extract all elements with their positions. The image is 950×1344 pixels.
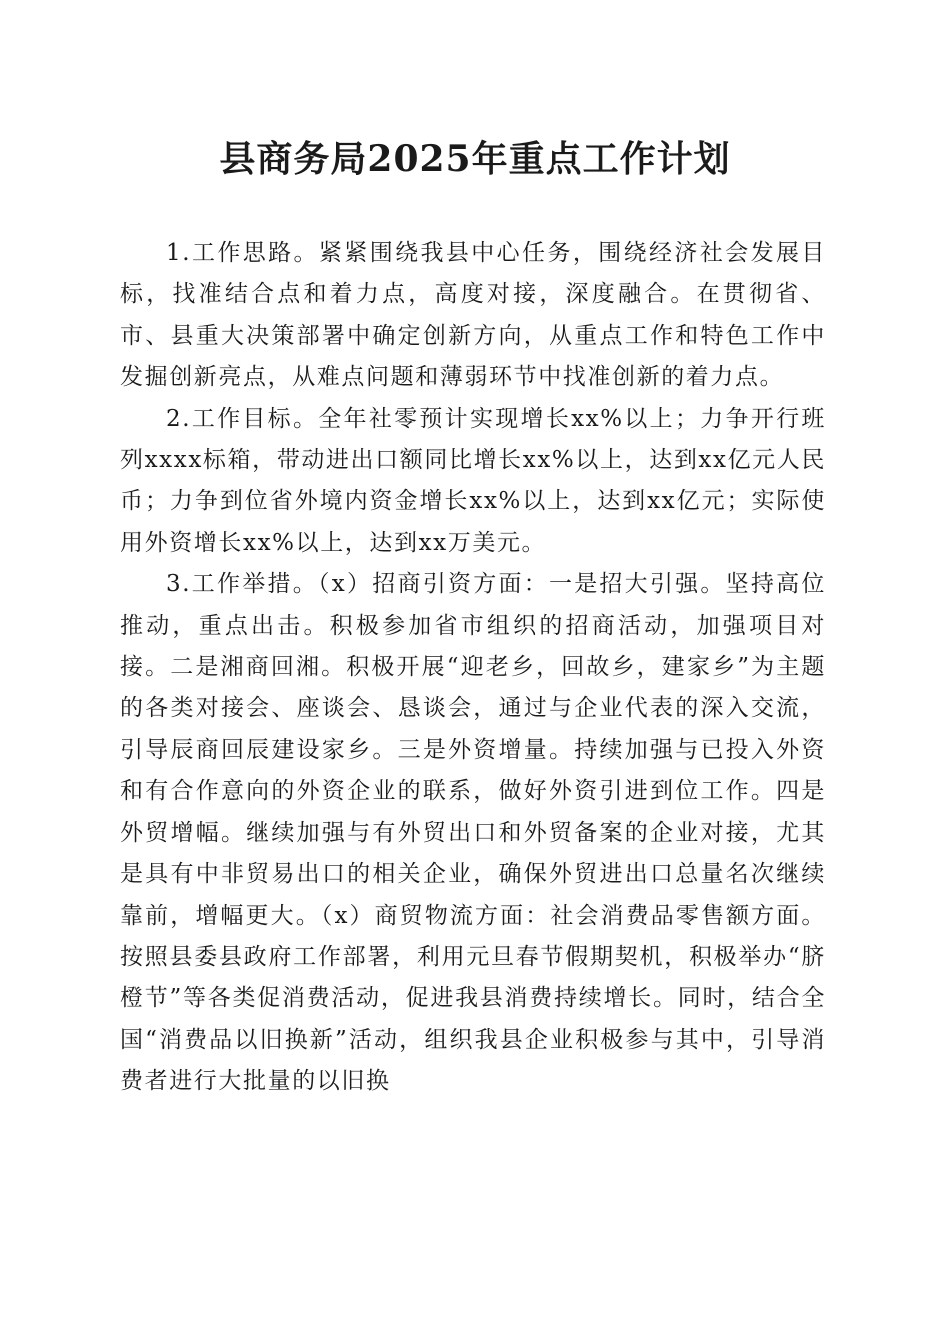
paragraph-work-measures: 3.工作举措。（x）招商引资方面：一是招大引强。坚持高位推动，重点出击。积极参加省市组织的招商活动，加强项目对接。二是湘商回湘。积极开展“迎老乡，回故乡，建家乡”为主题的各类对接会、座谈会、恳谈会，通过与企业代表的深入交流，引导辰商回辰建设家乡。三是外资增量。持续加强与已投入外资和有合作意向的外资企业的联系，做好外资引进到位工作。四是外贸增幅。继续加强与有外贸出口和外贸备案的企业对接，尤其是具有中非贸易出口的相关企业，确保外贸进出口总量名次继续靠前，增幅更大。（x）商贸物流方面：社会消费品零售额方面。按照县委县政府工作部署，利用元旦春节假期契机，积极举办“脐橙节”等各类促消费活动，促进我县消费持续增长。同时，结合全国“消费品以旧换新”活动，组织我县企业积极参与其中，引导消费者进行大批量的以旧换 xyxy=(120,571,826,1095)
paragraph-work-goals: 2.工作目标。全年社零预计实现增长xx%以上；力争开行班列xxxx标箱，带动进出口额同比增长xx%以上，达到xx亿元人民币；力争到位省外境内资金增长xx%以上，达到xx亿元；实际使用外资增长xx%以上，达到xx万美元。 xyxy=(120,405,826,556)
paragraph-work-approach: 1.工作思路。紧紧围绕我县中心任务，围绕经济社会发展目标，找准结合点和着力点，高度对接，深度融合。在贯彻省、市、县重大决策部署中确定创新方向，从重点工作和特色工作中发掘创新亮点，从难点问题和薄弱环节中找准创新的着力点。 xyxy=(120,240,826,391)
document-title: 县商务局2025年重点工作计划 xyxy=(219,138,731,180)
document-body xyxy=(120,233,826,1103)
